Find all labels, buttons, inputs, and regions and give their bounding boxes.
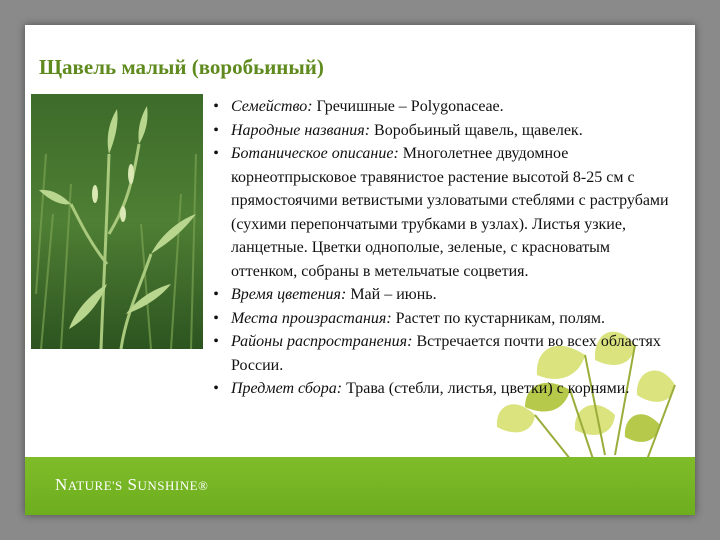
slide-title: Щавель малый (воробьиный) (39, 55, 324, 79)
list-item: • Районы распространения: Встречается почти во всех областях России. (213, 333, 661, 374)
info-list (209, 95, 679, 401)
slide (25, 25, 695, 515)
list-item: • Народные названия: Воробьиный щавель, щавелек. (213, 121, 583, 139)
list-item: • Семейство: Гречишные – Polygonaceae. (213, 98, 504, 115)
plant-photo (31, 94, 203, 349)
natures-sunshine-logo: NATURE'S SUNSHINE® (55, 475, 209, 494)
footer-bar (25, 457, 695, 515)
list-item: • Ботаническое описание: Многолетнее двудомное корнеотпрысковое травянистое растение высотой 8-25 см с прямостоячими ветвистыми узловатыми стеблями с раструбами (сухими перепончатыми трубками в узлах). Листья узкие, ланцетные. Цветки однополые, зеленые, с красноватым оттенком, собраны в метельчатые соцветия. (213, 145, 669, 280)
list-item: • Время цветения: Май – июнь. (213, 286, 437, 303)
list-item: • Предмет сбора: Трава (стебли, листья, цветки) с корнями. (213, 380, 630, 397)
list-item: • Места произрастания: Растет по кустарникам, полям. (213, 309, 606, 327)
